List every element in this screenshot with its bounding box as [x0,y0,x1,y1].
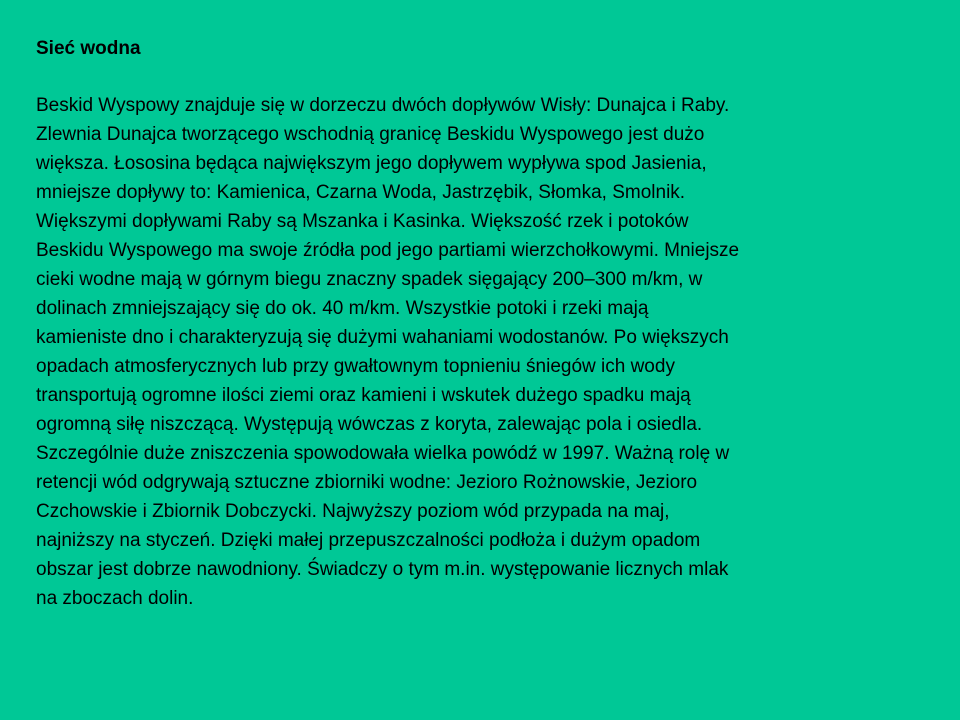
body-line: retencji wód odgrywają sztuczne zbiorniki wodne: Jezioro Rożnowskie, Jezioro [36,472,698,493]
body-line: obszar jest dobrze nawodniony. Świadczy o tym m.in. występowanie licznych mlak [36,559,729,580]
body-line: cieki wodne mają w górnym biegu znaczny spadek sięgający 200–300 m/km, w [36,269,703,290]
body-line: transportują ogromne ilości ziemi oraz kamieni i wskutek dużego spadku mają [36,385,691,406]
body-line: Beskidu Wyspowego ma swoje źródła pod jego partiami wierzchołkowymi. Mniejsze [36,240,740,261]
body-line: większa. Łososina będąca największym jego dopływem wypływa spod Jasienia, [36,153,707,174]
body-line: ogromną siłę niszczącą. Występują wówczas z koryta, zalewając pola i osiedla. [36,414,703,435]
body-line: Zlewnia Dunajca tworzącego wschodnią granicę Beskidu Wyspowego jest dużo [36,124,705,145]
body-line: dolinach zmniejszający się do ok. 40 m/km. Wszystkie potoki i rzeki mają [36,298,649,319]
body-line: Większymi dopływami Raby są Mszanka i Kasinka. Większość rzek i potoków [36,211,689,232]
body-line: na zboczach dolin. [36,588,194,609]
body-line: Czchowskie i Zbiornik Dobczycki. Najwyższy poziom wód przypada na maj, [36,501,670,522]
slide-title: Sieć wodna [36,38,141,59]
body-line: mniejsze dopływy to: Kamienica, Czarna Woda, Jastrzębik, Słomka, Smolnik. [36,182,686,203]
body-line: Beskid Wyspowy znajduje się w dorzeczu dwóch dopływów Wisły: Dunajca i Raby. [36,95,730,116]
body-line: kamieniste dno i charakteryzują się dużymi wahaniami wodostanów. Po większych [36,327,729,348]
slide-body [36,91,926,613]
body-line: opadach atmosferycznych lub przy gwałtownym topnieniu śniegów ich wody [36,356,675,377]
body-line: Szczególnie duże zniszczenia spowodowała wielka powódź w 1997. Ważną rolę w [36,443,730,464]
body-line: najniższy na styczeń. Dzięki małej przepuszczalności podłoża i dużym opadom [36,530,701,551]
